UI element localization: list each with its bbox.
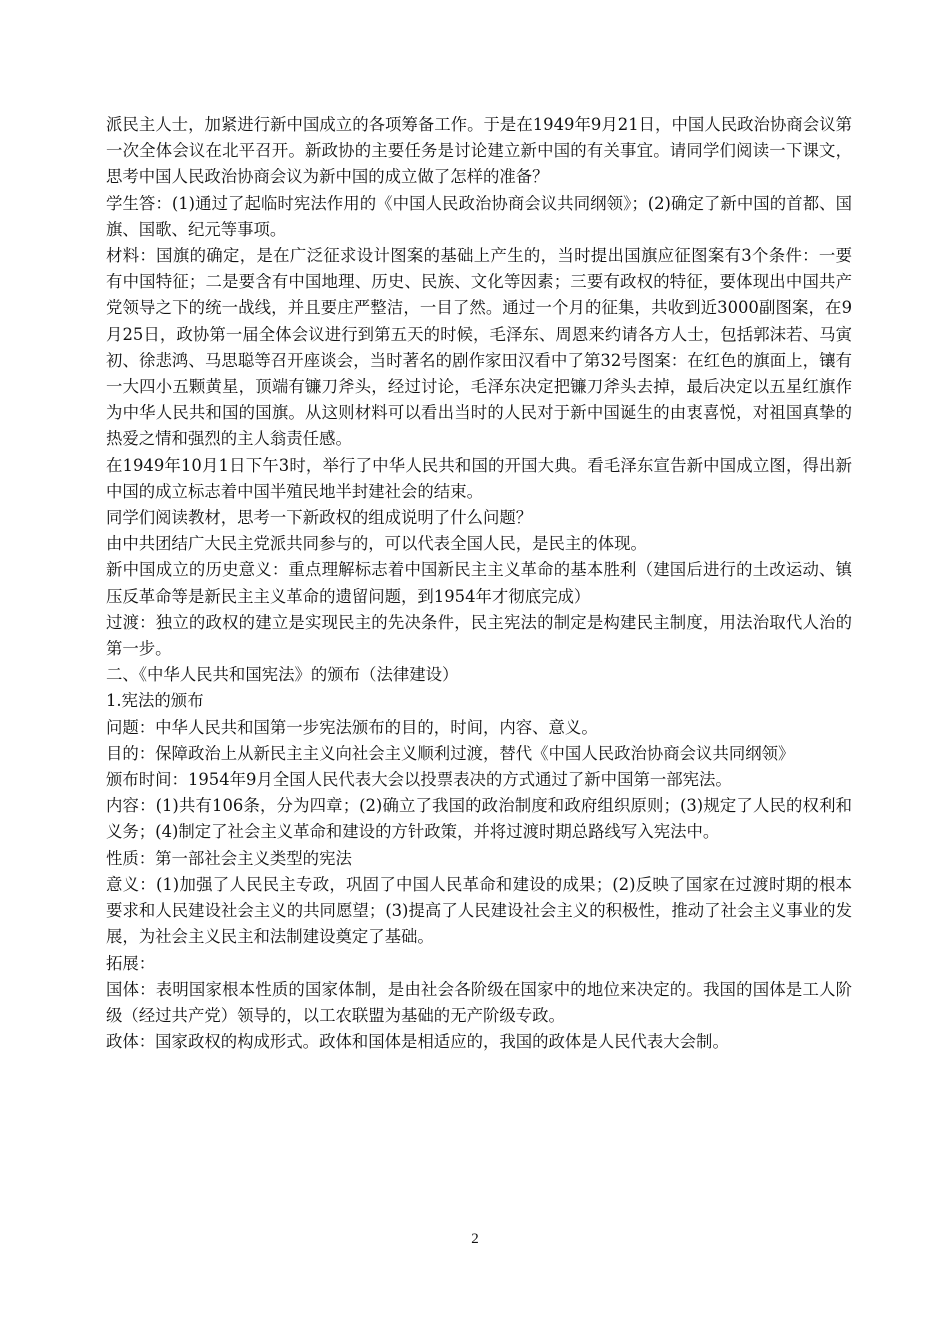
paragraph: 国体：表明国家根本性质的国家体制，是由社会各阶级在国家中的地位来决定的。我国的国体是工人阶级（经过共产党）领导的，以工农联盟为基础的无产阶级专政。 <box>106 979 852 1025</box>
paragraph: 在1949年10月1日下午3时，举行了中华人民共和国的开国大典。看毛泽东宣告新中国成立图，得出新中国的成立标志着中国半殖民地半封建社会的结束。 <box>106 455 852 501</box>
paragraph: 颁布时间：1954年9月全国人民代表大会以投票表决的方式通过了新中国第一部宪法。 <box>106 770 732 790</box>
paragraph: 拓展： <box>106 953 156 973</box>
section-heading: 二、《中华人民共和国宪法》的颁布（法律建设） <box>106 665 459 685</box>
paragraph: 新中国成立的历史意义：重点理解标志着中国新民主主义革命的基本胜利（建国后进行的土改运动、镇压反革命等是新民主主义革命的遗留问题，到1954年才彻底完成） <box>106 560 852 606</box>
paragraph: 意义：(1)加强了人民民主专政，巩固了中国人民革命和建设的成果；(2)反映了国家在过渡时期的根本要求和人民建设社会主义的共同愿望；(3)提高了人民建设社会主义的积极性，推动了社会主义事业的发展，为社会主义民主和法制建设奠定了基础。 <box>106 874 852 947</box>
document-body <box>106 112 852 1055</box>
paragraph: 派民主人士，加紧进行新中国成立的各项筹备工作。于是在1949年9月21日，中国人民政治协商会议第一次全体会议在北平召开。新政协的主要任务是讨论建立新中国的有关事宜。请同学们阅读一下课文，思考中国人民政治协商会议为新中国的成立做了怎样的准备？ <box>106 115 852 187</box>
paragraph: 过渡：独立的政权的建立是实现民主的先决条件，民主宪法的制定是构建民主制度，用法治取代人治的第一步。 <box>106 612 852 659</box>
paragraph: 学生答：(1)通过了起临时宪法作用的《中国人民政治协商会议共同纲领》；(2)确定了新中国的首都、国旗、国歌、纪元等事项。 <box>106 193 852 239</box>
paragraph: 问题：中华人民共和国第一步宪法颁布的目的，时间，内容、意义。 <box>106 717 598 737</box>
subsection-heading: 1.宪法的颁布 <box>106 691 204 711</box>
paragraph: 材料：国旗的确定，是在广泛征求设计图案的基础上产生的，当时提出国旗应征图案有3个条件：一要有中国特征；二是要含有中国地理、历史、民族、文化等因素；三要有政权的特征，要体现出中国共产党领导之下的统一战线，并且要庄严整洁，一目了然。通过一个月的征集，共收到近3000副图案，在9月25日，政协第一届全体会议进行到第五天的时候，毛泽东、周恩来约请各方人士，包括郭沫若、马寅初、徐悲鸿、马思聪等召开座谈会，当时著名的剧作家田汉看中了第32号图案：在红色的旗面上，镶有一大四小五颗黄星，顶端有镰刀斧头，经过讨论，毛泽东决定把镰刀斧头去掉，最后决定以五星红旗作为中华人民共和国的国旗。从这则材料可以看出当时的人民对于新中国诞生的由衷喜悦，对祖国真挚的热爱之情和强烈的主人翁责任感。 <box>106 246 852 449</box>
paragraph: 内容：(1)共有106条，分为四章；(2)确立了我国的政治制度和政府组织原则；(3)规定了人民的权利和义务；(4)制定了社会主义革命和建设的方针政策，并将过渡时期总路线写入宪法中。 <box>106 796 852 842</box>
paragraph: 由中共团结广大民主党派共同参与的，可以代表全国人民，是民主的体现。 <box>106 534 647 554</box>
paragraph: 政体：国家政权的构成形式。政体和国体是相适应的，我国的政体是人民代表大会制。 <box>106 1032 729 1052</box>
paragraph: 性质：第一部社会主义类型的宪法 <box>106 848 352 868</box>
paragraph: 同学们阅读教材，思考一下新政权的组成说明了什么问题？ <box>106 508 533 528</box>
page-number: 2 <box>471 1231 479 1247</box>
paragraph: 目的：保障政治上从新民主主义向社会主义顺利过渡，替代《中国人民政治协商会议共同纲领》 <box>106 743 795 763</box>
